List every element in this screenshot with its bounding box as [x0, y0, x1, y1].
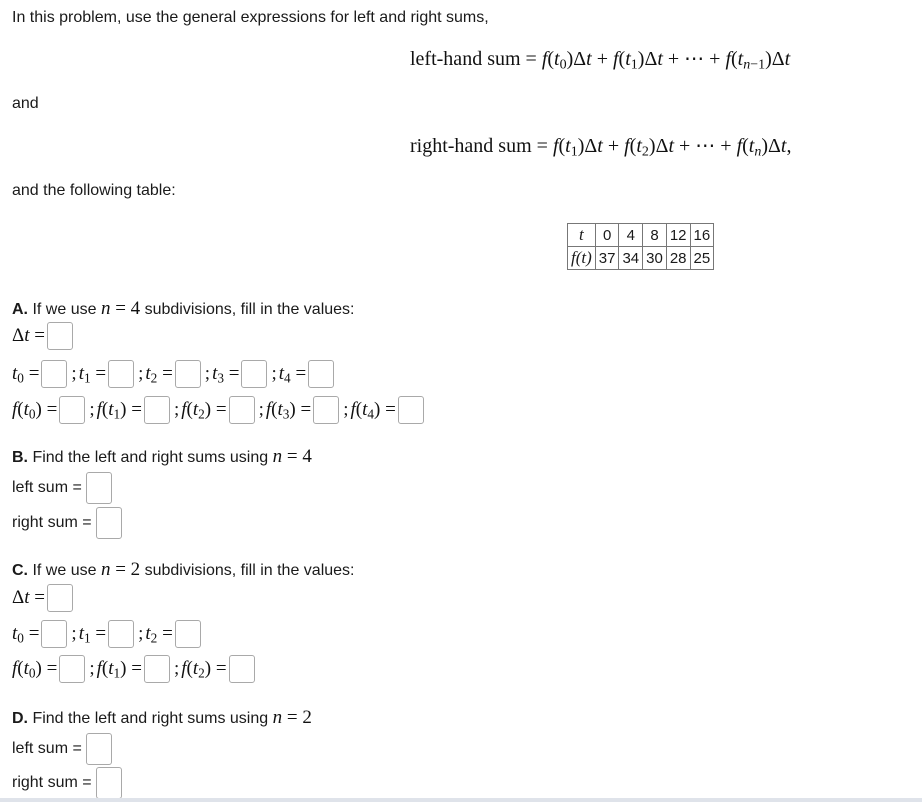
- right-sum-input-b[interactable]: [96, 507, 122, 539]
- part-c-prompt: C. If we use n = 2 subdivisions, fill in the values:: [12, 559, 355, 580]
- t2-input-c[interactable]: [175, 620, 201, 648]
- t4-input-a[interactable]: [308, 360, 334, 388]
- t2-input-a[interactable]: [175, 360, 201, 388]
- part-a-f-row: $f(t_0)$ = ; $f(t_1)$ = ; $f(t_2)$ = ; $f(t_3)$ = ; $f(t_4)$ =: [12, 396, 426, 424]
- left-hand-sum-label: left-hand sum: [410, 48, 521, 70]
- part-c-n-value: 2: [130, 559, 141, 580]
- part-c-f-row: $f(t_0)$ = ; $f(t_1)$ = ; $f(t_2)$ =: [12, 655, 257, 683]
- delta-t-input-a[interactable]: [47, 322, 73, 350]
- part-c-text-after: subdivisions, fill in the values:: [144, 562, 355, 579]
- part-d-right-label: right sum =: [12, 774, 92, 791]
- f-t0-input-c[interactable]: [59, 655, 85, 683]
- part-d-left-label: left sum =: [12, 740, 82, 757]
- part-d-n-value: 2: [302, 707, 312, 728]
- part-d-right-row: [12, 767, 124, 799]
- and-text: and: [12, 95, 39, 112]
- right-hand-sum-formula: right-hand sum = $f(t_1)\Delta t + f(t_2)\Delta t$ + ⋯ + $f(t_n)\Delta t$,: [410, 135, 792, 160]
- t1-input-c[interactable]: [108, 620, 134, 648]
- t0-input-a[interactable]: [41, 360, 67, 388]
- table-header-f: f(t): [568, 247, 596, 270]
- part-d-prompt: D. Find the left and right sums using n = 2: [12, 707, 312, 728]
- part-c-delta-row: Δt =: [12, 584, 75, 612]
- table-cell: 0: [595, 224, 619, 247]
- part-d-left-row: [12, 733, 114, 765]
- part-a-t-row: $t_0$ = ; $t_1$ = ; $t_2$ = ; $t_3$ = ; $t_4$ =: [12, 360, 336, 388]
- t0-input-c[interactable]: [41, 620, 67, 648]
- delta-t-input-c[interactable]: [47, 584, 73, 612]
- part-b-right-label: right sum =: [12, 514, 92, 531]
- part-a-delta-row: Δt =: [12, 322, 75, 350]
- f-t4-input-a[interactable]: [398, 396, 424, 424]
- table-cell: 25: [690, 247, 714, 270]
- table-cell: 4: [619, 224, 643, 247]
- part-d-letter: D.: [12, 710, 28, 727]
- t1-input-a[interactable]: [108, 360, 134, 388]
- f-t2-input-a[interactable]: [229, 396, 255, 424]
- table-cell: 8: [643, 224, 667, 247]
- part-b-n-value: 4: [302, 446, 312, 467]
- table-row-f: [568, 247, 714, 270]
- right-sum-input-d[interactable]: [96, 767, 122, 799]
- right-hand-sum-label: right-hand sum: [410, 135, 532, 157]
- part-b-text: Find the left and right sums using: [32, 449, 269, 466]
- f-t3-input-a[interactable]: [313, 396, 339, 424]
- table-cell: 28: [666, 247, 690, 270]
- part-c-t-row: $t_0$ = ; $t_1$ = ; $t_2$ =: [12, 620, 203, 648]
- table-cell: 16: [690, 224, 714, 247]
- left-sum-input-d[interactable]: [86, 733, 112, 765]
- and-following-table-text: and the following table:: [12, 182, 176, 199]
- left-hand-sum-formula: left-hand sum = $f(t_0)\Delta t + f(t_1)\Delta t$ + ⋯ + $f(t_{n-1})\Delta t$: [410, 48, 791, 73]
- table-header-t: t: [568, 224, 596, 247]
- f-t0-input-a[interactable]: [59, 396, 85, 424]
- t3-input-a[interactable]: [241, 360, 267, 388]
- part-b-prompt: B. Find the left and right sums using n = 4: [12, 446, 312, 467]
- bottom-divider: [0, 798, 922, 802]
- part-c-letter: C.: [12, 562, 28, 579]
- part-b-left-row: [12, 472, 114, 504]
- part-a-text-after: subdivisions, fill in the values:: [144, 301, 355, 318]
- table-cell: 30: [643, 247, 667, 270]
- data-table: [567, 223, 714, 270]
- part-a-n-value: 4: [130, 298, 141, 319]
- part-b-right-row: [12, 507, 124, 539]
- part-a-text-before: If we use: [32, 301, 97, 318]
- left-sum-input-b[interactable]: [86, 472, 112, 504]
- table-row-t: [568, 224, 714, 247]
- part-c-text-before: If we use: [32, 562, 97, 579]
- f-t1-input-c[interactable]: [144, 655, 170, 683]
- table-cell: 12: [666, 224, 690, 247]
- table-cell: 34: [619, 247, 643, 270]
- f-t1-input-a[interactable]: [144, 396, 170, 424]
- intro-text: In this problem, use the general expressions for left and right sums,: [12, 9, 489, 26]
- part-b-left-label: left sum =: [12, 479, 82, 496]
- part-a-letter: A.: [12, 301, 28, 318]
- part-d-text: Find the left and right sums using: [32, 710, 269, 727]
- table-cell: 37: [595, 247, 619, 270]
- f-t2-input-c[interactable]: [229, 655, 255, 683]
- part-b-letter: B.: [12, 449, 28, 466]
- part-a-prompt: A. If we use n = 4 subdivisions, fill in the values:: [12, 298, 355, 319]
